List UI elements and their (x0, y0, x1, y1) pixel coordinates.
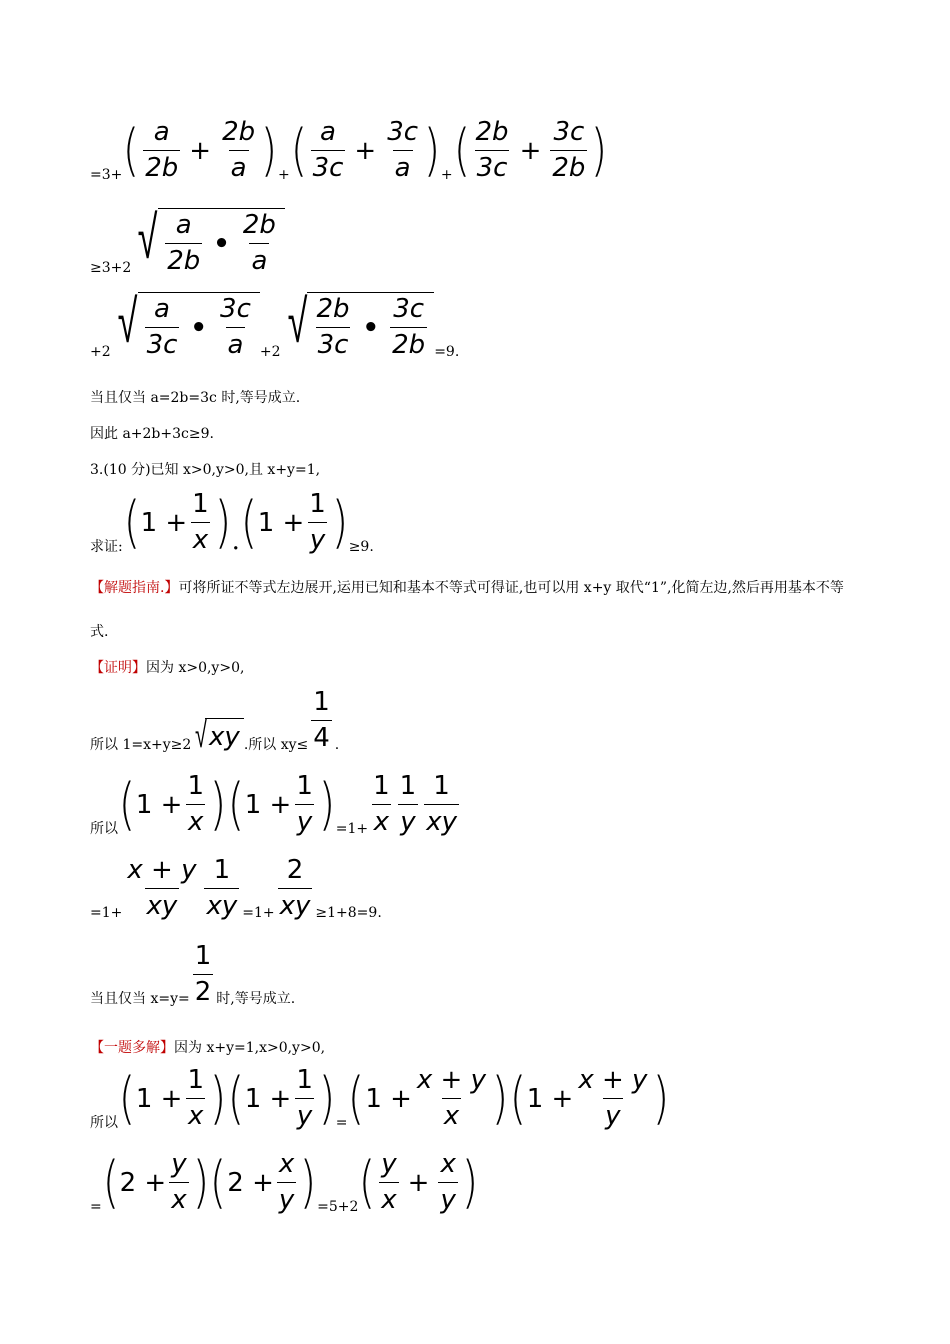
text: = (90, 1198, 102, 1215)
parenthesis: ) (192, 1149, 209, 1215)
denominator: y (277, 1182, 296, 1216)
denominator: x (169, 1182, 188, 1216)
denominator: 3c (475, 150, 510, 184)
parenthesis: ( (453, 117, 470, 183)
numerator: 1 (433, 771, 450, 801)
operator: + (189, 135, 212, 166)
numerator: 1 (296, 771, 313, 801)
text: +2 (90, 343, 111, 360)
parenthesis: ( (227, 1065, 244, 1131)
proof-step-2 (90, 772, 462, 838)
parenthesis: ) (209, 1065, 227, 1131)
problem-statement: 3.(10 分)已知 x>0,y>0,且 x+y=1, (90, 462, 321, 478)
parenthesis: ( (123, 117, 140, 183)
math-group: ( 1 + $\frac{1}{x}$ ) ( 1 + $\frac{1}{y}$ ) (118, 1065, 335, 1131)
denominator: a (229, 150, 249, 184)
expr-line-2 (90, 203, 285, 277)
denominator: y (295, 1098, 314, 1132)
text: =1+ (242, 904, 275, 921)
numerator: x + y (127, 855, 197, 885)
text: =1+ (90, 904, 123, 921)
fraction (143, 118, 180, 184)
text: =3+ (90, 166, 123, 183)
numerator: 1 (194, 941, 212, 971)
parenthesis: ( (359, 1149, 376, 1215)
parenthesis: ) (331, 489, 348, 555)
text: ≥1+8=9. (315, 904, 382, 921)
proof-step-3 (90, 856, 382, 922)
fraction (165, 211, 202, 277)
text: =5+2 (317, 1198, 359, 1215)
radicand: xy (205, 718, 244, 754)
text: =1+ (335, 820, 369, 837)
numerator: 1 (313, 687, 330, 717)
text: + (440, 166, 453, 183)
numerator: 1 (373, 771, 390, 801)
fraction (438, 1150, 457, 1216)
numerator: 1 (296, 1065, 313, 1095)
expr-line-1 (90, 118, 608, 184)
parenthesis: ( (348, 1065, 365, 1131)
denominator: y (398, 804, 417, 838)
numerator: 2b (222, 117, 256, 147)
prove-line (90, 490, 374, 556)
fraction (398, 772, 419, 838)
text: 所以 1=x+y≥2 (90, 736, 192, 753)
square-root (111, 287, 260, 361)
denominator: x (191, 522, 210, 556)
fraction (204, 856, 239, 922)
parenthesis: ( (240, 489, 257, 555)
radicand (307, 292, 434, 361)
parenthesis: ) (209, 771, 227, 837)
parenthesis: ) (423, 117, 441, 183)
denominator: a (249, 243, 269, 277)
text: . (231, 525, 240, 556)
fraction (311, 688, 332, 754)
fraction (371, 772, 392, 838)
fraction (277, 1150, 296, 1216)
parenthesis: ( (509, 1065, 526, 1131)
radicand (158, 208, 285, 277)
numerator: a (154, 294, 170, 324)
text: 当且仅当 x=y= (90, 990, 190, 1007)
denominator: xy (278, 888, 313, 922)
denominator: 2b (143, 150, 180, 184)
fraction (474, 118, 511, 184)
numerator: x + y (416, 1065, 486, 1095)
denominator: 4 (311, 720, 332, 754)
fraction (424, 772, 459, 838)
fraction (169, 1150, 188, 1216)
numerator: a (153, 117, 170, 147)
math-group: ( 2 + $\frac{y}{x}$ ) ( 2 + $\frac{x}{y}$ ) (102, 1149, 317, 1215)
text: 所以 (90, 1114, 118, 1131)
alt-step-1 (90, 1066, 670, 1132)
denominator: x (379, 1182, 398, 1216)
radical-sign: √ (137, 203, 158, 273)
fraction (576, 1066, 649, 1132)
multiply-dot: • (213, 228, 230, 259)
fraction (415, 1066, 488, 1132)
parenthesis: ( (102, 1149, 119, 1215)
operator: + (407, 1167, 430, 1198)
fraction (190, 490, 211, 556)
square-root (191, 714, 244, 756)
parenthesis: ( (118, 1065, 136, 1131)
parenthesis: ( (290, 117, 307, 183)
operator: + (519, 135, 542, 166)
alt-step-2 (90, 1150, 479, 1216)
math-group (275, 856, 316, 922)
fraction (307, 490, 328, 556)
text: ≥9. (348, 538, 374, 555)
radical-sign: √ (287, 287, 307, 357)
fraction (185, 1066, 206, 1132)
math-group (368, 772, 462, 838)
math-group: ( 1 + $\frac{1}{x}$ ) ( 1 + $\frac{1}{y}$ ) (118, 771, 335, 837)
denominator: y (295, 804, 314, 838)
text: +2 (259, 343, 281, 360)
parenthesis: ) (260, 117, 278, 183)
fraction (145, 295, 180, 361)
text: . (334, 736, 340, 753)
numerator: 3c (387, 117, 419, 147)
fraction (278, 856, 313, 922)
denominator: 2b (390, 327, 427, 361)
square-root (281, 287, 435, 361)
fraction (241, 211, 278, 277)
operator: + (354, 135, 377, 166)
parenthesis: ) (300, 1149, 317, 1215)
numerator: x + y (578, 1065, 648, 1095)
numerator: y (381, 1149, 397, 1179)
proof-tag: 【证明】 (90, 660, 146, 676)
denominator: 3c (311, 150, 346, 184)
fraction (218, 295, 253, 361)
fraction (220, 118, 257, 184)
math-group: ( 1 + $\frac{1}{x}$ ) (123, 489, 231, 555)
numerator: a (175, 210, 192, 240)
proof-step-4 (90, 942, 295, 1008)
radicand (138, 292, 260, 361)
numerator: 2b (475, 117, 509, 147)
alt-tag: 【一题多解】 (90, 1040, 174, 1056)
radical-sign: √ (117, 287, 137, 357)
parenthesis: ( (118, 771, 136, 837)
fraction (379, 1150, 398, 1216)
equality-condition: 当且仅当 a=2b=3c 时,等号成立. (90, 390, 301, 406)
denominator: a (226, 327, 246, 361)
multiply-dot: • (190, 312, 208, 343)
multiply-dot: • (362, 312, 380, 343)
text: =9. (434, 343, 460, 360)
parenthesis: ) (214, 489, 231, 555)
hint-tag: 【解题指南.】 (90, 580, 179, 596)
numerator: 1 (192, 489, 209, 519)
parenthesis: ( (210, 1149, 227, 1215)
math-group: ( 1 + $\frac{x + y}{x}$ ) ( 1 + $\frac{x + y}{y}$ ) (348, 1065, 670, 1131)
numerator: 1 (213, 855, 231, 885)
numerator: 1 (187, 1065, 204, 1095)
denominator: y (603, 1098, 622, 1132)
numerator: x (440, 1149, 456, 1179)
text: 时,等号成立. (216, 990, 296, 1007)
numerator: x (278, 1149, 295, 1179)
text: ≥3+2 (90, 259, 132, 276)
text: = (335, 1114, 348, 1131)
fraction (185, 772, 206, 838)
parenthesis: ) (318, 771, 335, 837)
denominator: xy (204, 888, 239, 922)
math-group: ( 1 + $\frac{1}{y}$ ) (240, 489, 348, 555)
denominator: a (393, 150, 413, 184)
denominator: xy (424, 804, 459, 838)
expr-line-3 (90, 287, 460, 361)
numerator: 1 (309, 489, 326, 519)
parenthesis: ) (461, 1149, 478, 1215)
denominator: xy (145, 888, 180, 922)
math-group (453, 118, 609, 184)
numerator: 2b (316, 294, 350, 324)
denominator: x (442, 1098, 461, 1132)
parenthesis: ( (123, 489, 140, 555)
fraction (550, 118, 587, 184)
fraction (193, 942, 214, 1008)
numerator: 2b (242, 210, 276, 240)
alt-intro: 【一题多解】因为 x+y=1,x>0,y>0, (90, 1040, 326, 1056)
text: 求证: (90, 538, 123, 555)
numerator: 3c (393, 294, 425, 324)
proof-intro: 【证明】因为 x>0,y>0, (90, 660, 245, 676)
denominator: 3c (316, 327, 351, 361)
parenthesis: ) (591, 117, 608, 183)
math-group (190, 942, 217, 1008)
conclusion: 因此 a+2b+3c≥9. (90, 426, 214, 442)
denominator: y (308, 522, 327, 556)
fraction (314, 295, 351, 361)
fraction (311, 118, 346, 184)
denominator: 2b (550, 150, 587, 184)
proof-step-1 (90, 688, 339, 754)
radical-sign: √ (195, 714, 208, 756)
text: .所以 xy≤ (243, 736, 309, 753)
denominator: y (438, 1182, 457, 1216)
text: 所以 (90, 820, 118, 837)
fraction (385, 118, 420, 184)
numerator: 3c (220, 294, 251, 324)
parenthesis: ( (227, 771, 244, 837)
hint-paragraph: 【解题指南.】可将所证不等式左边展开,运用已知和基本不等式可得证,也可以用 x+y 取代“1”,化简左边,然后再用基本不等式. (90, 580, 844, 640)
math-group (122, 118, 278, 184)
parenthesis: ) (653, 1065, 670, 1131)
denominator: x (186, 1098, 205, 1132)
text: + (277, 166, 290, 183)
math-group (308, 688, 335, 754)
fraction (294, 772, 315, 838)
math-group (290, 118, 441, 184)
numerator: 1 (399, 771, 417, 801)
denominator: 3c (145, 327, 180, 361)
denominator: 2 (193, 974, 214, 1008)
numerator: 2 (286, 855, 304, 885)
numerator: 1 (187, 771, 204, 801)
parenthesis: ) (491, 1065, 509, 1131)
numerator: a (320, 117, 336, 147)
numerator: y (171, 1149, 187, 1179)
fraction (390, 295, 427, 361)
denominator: x (186, 804, 205, 838)
fraction (294, 1066, 315, 1132)
fraction (125, 856, 198, 922)
numerator: 3c (553, 117, 585, 147)
math-group (122, 856, 242, 922)
denominator: 2b (165, 243, 202, 277)
math-group (358, 1150, 478, 1216)
parenthesis: ) (318, 1065, 335, 1131)
denominator: x (372, 804, 391, 838)
square-root (131, 203, 285, 277)
